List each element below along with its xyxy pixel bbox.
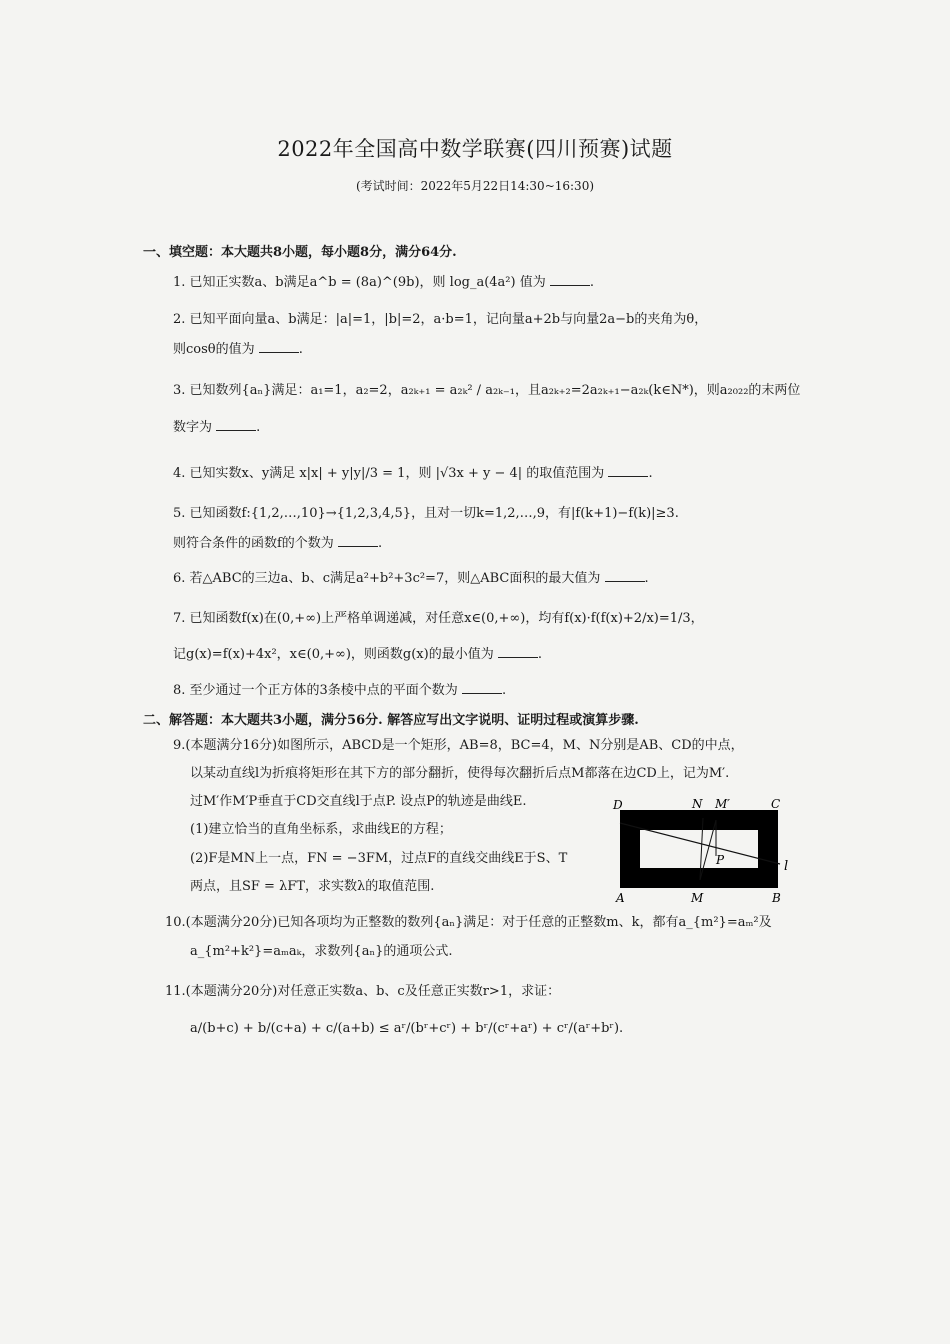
answer-blank <box>550 273 590 286</box>
label-N: N <box>692 798 703 811</box>
question-9-line2: 以某动直线l为折痕将矩形在其下方的部分翻折，使得每次翻折后点M都落在边CD上，记为M′. <box>190 766 730 781</box>
label-M: M <box>691 891 704 905</box>
question-1: 1. 已知正实数a、b满足a^b = (8a)^(9b)，则 log_a(4a²) 值为 . <box>173 275 595 290</box>
section2-heading: 二、解答题：本大题共3小题，满分56分. 解答应写出文字说明、证明过程或演算步骤. <box>143 713 639 728</box>
answer-blank <box>605 569 645 582</box>
question-3-line1: 3. 已知数列{aₙ}满足：a₁=1，a₂=2，a₂ₖ₊₁ = a₂ₖ² / a₂ₖ₋₁，且a₂ₖ₊₂=2a₂ₖ₊₁−a₂ₖ(k∈N*)，则a₂₀₂₂的末两位 <box>173 383 801 398</box>
answer-blank <box>498 645 538 658</box>
question-4: 4. 已知实数x、y满足 x|x| + y|y|/3 = 1，则 |√3x + y − 4| 的取值范围为 . <box>173 466 653 481</box>
question-9-line6: 两点，且SF = λFT，求实数λ的取值范围. <box>190 879 435 894</box>
label-P: P <box>716 853 725 867</box>
question-9-part1: (1)建立恰当的直角坐标系，求曲线E的方程； <box>190 822 452 837</box>
question-7-line2: 记g(x)=f(x)+4x²，x∈(0,+∞)，则函数g(x)的最小值为 . <box>173 647 542 662</box>
label-C: C <box>771 798 781 811</box>
question-6: 6. 若△ABC的三边a、b、c满足a²+b²+3c²=7，则△ABC面积的最大值为 . <box>173 571 649 586</box>
question-5-text: 则符合条件的函数f的个数为 <box>173 536 334 551</box>
inner-rectangle <box>640 830 758 868</box>
answer-blank <box>338 534 378 547</box>
question-2-line2: 则cosθ的值为 . <box>173 342 303 357</box>
question-8-text: 8. 至少通过一个正方体的3条棱中点的平面个数为 <box>173 683 458 698</box>
question-7-text: 记g(x)=f(x)+4x²，x∈(0,+∞)，则函数g(x)的最小值为 <box>173 647 494 662</box>
question-9-part2: (2)F是MN上一点，FN = −3FM，过点F的直线交曲线E于S、T <box>190 851 568 866</box>
page-title: 2022年全国高中数学联赛(四川预赛)试题 <box>277 137 673 161</box>
answer-blank <box>216 418 256 431</box>
label-B: B <box>772 891 781 905</box>
label-A: A <box>616 891 625 905</box>
label-D: D <box>613 798 623 812</box>
question-9-line3: 过M′作M′P垂直于CD交直线l于点P. 设点P的轨迹是曲线E. <box>190 794 527 809</box>
label-l: l <box>784 859 789 874</box>
question-8: 8. 至少通过一个正方体的3条棱中点的平面个数为 . <box>173 683 507 698</box>
answer-blank <box>259 340 299 353</box>
question-9-line1: 9.(本题满分16分)如图所示，ABCD是一个矩形，AB=8，BC=4，M、N分别是AB、CD的中点， <box>173 738 744 753</box>
rectangle-fold-figure <box>608 798 798 906</box>
question-10-line2: a_{m²+k²}=aₘaₖ，求数列{aₙ}的通项公式. <box>190 944 453 959</box>
exam-time: (考试时间：2022年5月22日14:30~16:30) <box>355 179 595 193</box>
question-11-line1: 11.(本题满分20分)对任意正实数a、b、c及任意正实数r>1，求证： <box>165 984 561 999</box>
question-5-line1: 5. 已知函数f:{1,2,…,10}→{1,2,3,4,5}，且对一切k=1,2,…,9，有|f(k+1)−f(k)|≥3. <box>173 506 679 521</box>
question-3-text: 数字为 <box>173 420 213 435</box>
question-7-line1: 7. 已知函数f(x)在(0,+∞)上严格单调递减，对任意x∈(0,+∞)，均有f(x)·f(f(x)+2/x)=1/3， <box>173 611 704 626</box>
question-11-inequality: a/(b+c) + b/(c+a) + c/(a+b) ≤ aʳ/(bʳ+cʳ) + bʳ/(cʳ+aʳ) + cʳ/(aʳ+bʳ). <box>190 1021 624 1036</box>
question-5-line2: 则符合条件的函数f的个数为 . <box>173 536 383 551</box>
question-6-text: 6. 若△ABC的三边a、b、c满足a²+b²+3c²=7，则△ABC面积的最大值为 <box>173 571 601 586</box>
label-M-prime: M′ <box>715 798 731 811</box>
question-3-line2: 数字为 . <box>173 420 261 435</box>
answer-blank <box>462 681 502 694</box>
question-1-text: 1. 已知正实数a、b满足a^b = (8a)^(9b)，则 log_a(4a²) 值为 <box>173 275 546 290</box>
question-2-line1: 2. 已知平面向量a、b满足：|a|=1，|b|=2，a·b=1，记向量a+2b与向量2a−b的夹角为θ， <box>173 312 708 327</box>
answer-blank <box>608 464 648 477</box>
section1-heading: 一、填空题：本大题共8小题，每小题8分，满分64分. <box>143 245 457 260</box>
question-2-text: 则cosθ的值为 <box>173 342 255 357</box>
question-10-line1: 10.(本题满分20分)已知各项均为正整数的数列{aₙ}满足：对于任意的正整数m、k，都有a_{m²}=aₘ²及 <box>165 915 772 930</box>
question-4-text: 4. 已知实数x、y满足 x|x| + y|y|/3 = 1，则 |√3x + y − 4| 的取值范围为 <box>173 466 605 481</box>
